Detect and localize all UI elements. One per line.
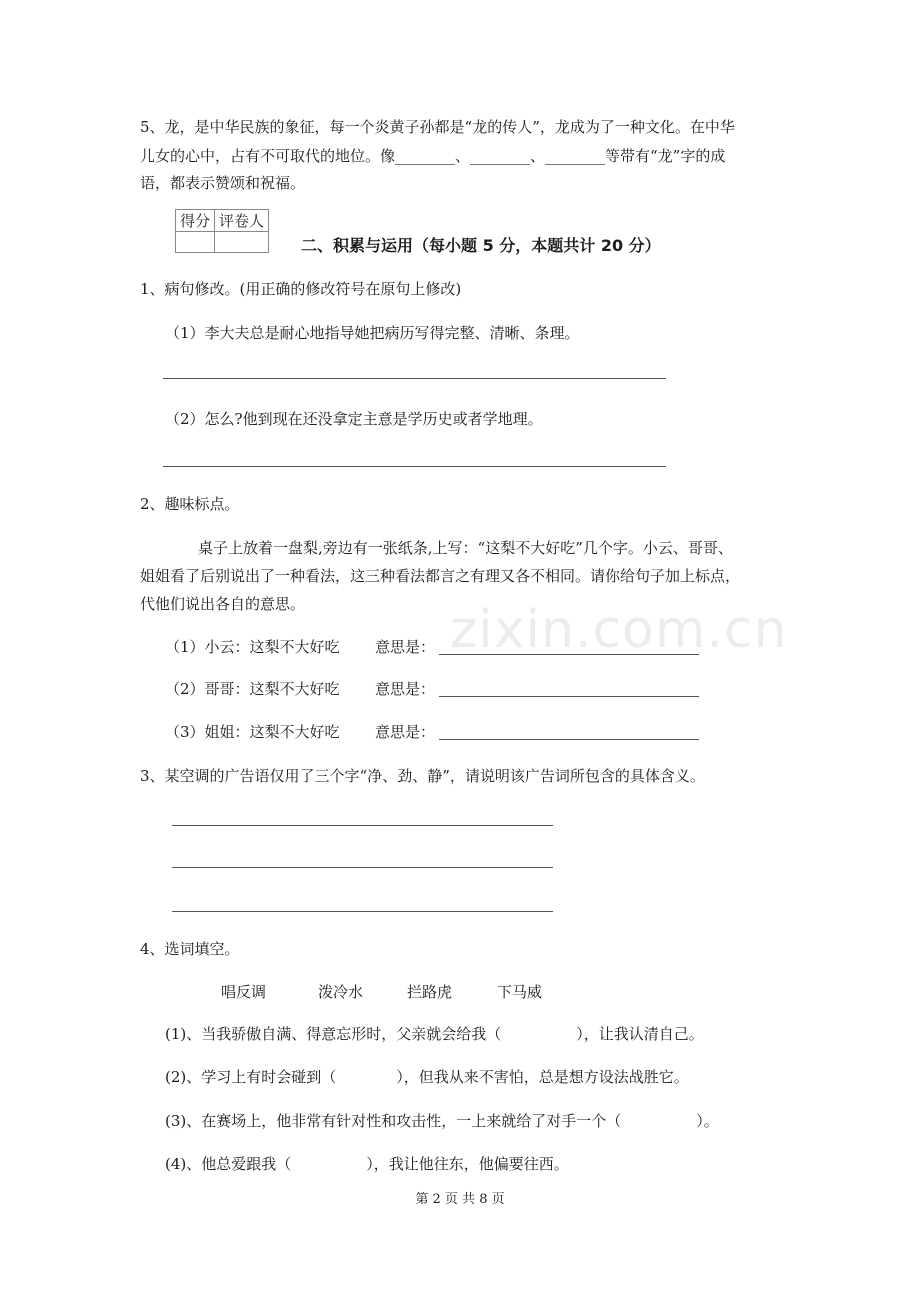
q3-answer-line-3[interactable]	[172, 911, 553, 912]
q4-word-3: 拦路虎	[407, 983, 453, 1001]
q2-paragraph-1: 桌子上放着一盘梨,旁边有一张纸条,上写：“这梨不大好吃”几个字。小云、哥哥、	[198, 539, 733, 557]
q1-answer-line-2[interactable]	[163, 466, 666, 467]
grader-label: 评卷人	[215, 210, 269, 232]
q3-answer-line-2[interactable]	[172, 867, 553, 868]
q4-word-1: 唱反调	[221, 983, 267, 1001]
q3-answer-line-1[interactable]	[172, 825, 553, 826]
q1-title: 1、病句修改。(用正确的修改符号在原句上修改)	[140, 280, 462, 298]
q2-item-3: （3）姐姐：这梨不大好吃	[165, 723, 340, 741]
score-cell[interactable]	[176, 232, 215, 253]
q5-line2: 儿女的心中，占有不可取代的地位。像________、________、________等带有“龙”字的成	[140, 147, 726, 165]
section-title: 二、积累与运用（每小题 5 分，本题共计 20 分）	[301, 236, 661, 255]
grader-cell[interactable]	[215, 232, 269, 253]
q3-title: 3、某空调的广告语仅用了三个字“净、劲、静”，请说明该广告词所包含的具体含义。	[140, 767, 705, 785]
q2-paragraph-2: 姐姐看了后别说出了一种看法，这三种看法都言之有理又各不相同。请你给句子加上标点，	[140, 567, 741, 585]
q2-item-3-meaning: 意思是：	[375, 723, 436, 741]
q1-sentence-1: （1）李大夫总是耐心地指导她把病历写得完整、清晰、条理。	[165, 324, 580, 342]
q4-sentence-3: (3)、在赛场上，他非常有针对性和攻击性，一上来就给了对手一个（ ）。	[165, 1112, 719, 1130]
score-label: 得分	[176, 210, 215, 232]
q2-paragraph-3: 代他们说出各自的意思。	[140, 595, 306, 613]
q4-sentence-2: (2)、学习上有时会碰到（ ），但我从来不害怕，总是想方设法战胜它。	[165, 1068, 689, 1086]
q2-title: 2、趣味标点。	[140, 495, 240, 513]
q2-item-1-meaning: 意思是：	[375, 638, 436, 656]
q2-item-2-meaning: 意思是：	[375, 680, 436, 698]
q2-item-1-line[interactable]	[439, 654, 699, 655]
q2-item-1: （1）小云：这梨不大好吃	[165, 638, 340, 656]
q2-item-2: （2）哥哥：这梨不大好吃	[165, 680, 340, 698]
watermark: zixin.com.cn	[450, 600, 788, 660]
page-footer: 第 2 页 共 8 页	[415, 1192, 505, 1207]
q4-sentence-4: (4)、他总爱跟我（ ），我让他往东，他偏要往西。	[165, 1155, 569, 1173]
q4-title: 4、选词填空。	[140, 940, 240, 958]
q2-item-3-line[interactable]	[439, 739, 699, 740]
q4-word-2: 泼冷水	[318, 983, 364, 1001]
q1-sentence-2: （2）怎么?他到现在还没拿定主意是学历史或者学地理。	[165, 410, 543, 428]
q1-answer-line-1[interactable]	[163, 378, 666, 379]
q5-line3: 语，都表示赞颂和祝福。	[140, 174, 306, 192]
score-box	[175, 209, 269, 253]
q4-sentence-1: (1)、当我骄傲自满、得意忘形时，父亲就会给我（ ），让我认清自己。	[165, 1025, 704, 1043]
q5-line1: 5、龙，是中华民族的象征，每一个炎黄子孙都是“龙的传人”，龙成为了一种文化。在中华	[140, 118, 735, 136]
q2-item-2-line[interactable]	[439, 696, 699, 697]
q4-word-4: 下马威	[497, 983, 543, 1001]
